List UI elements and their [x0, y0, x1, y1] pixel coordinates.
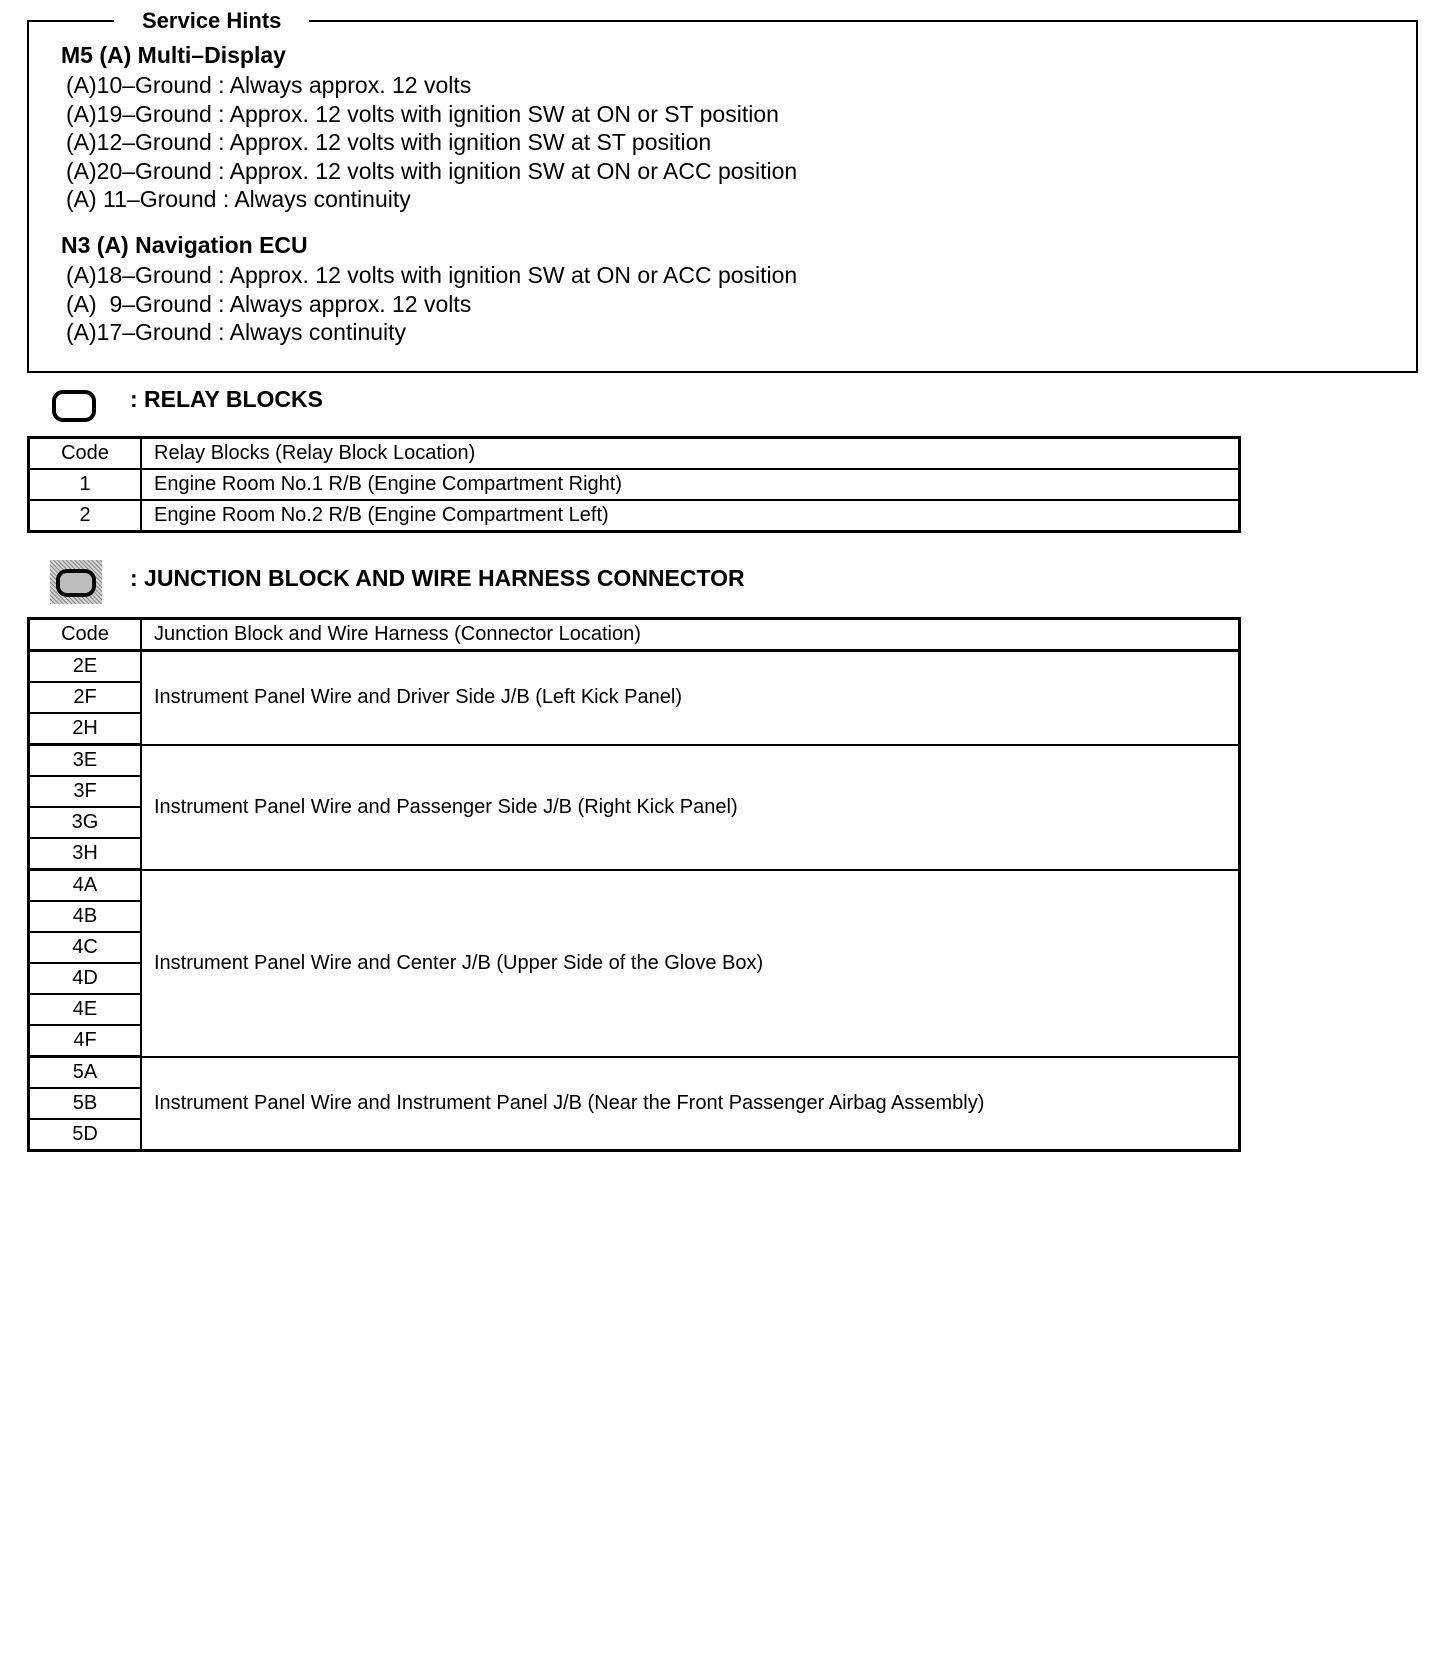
table-row — [29, 469, 1240, 500]
jb-code-cell: 4C — [29, 932, 142, 963]
junction-block-symbol-icon — [50, 560, 102, 604]
table-row — [29, 1057, 1240, 1089]
junction-block-inner-icon — [56, 569, 96, 597]
hint-group-m5 — [61, 40, 797, 214]
relay-blocks-title: : RELAY BLOCKS — [130, 386, 323, 412]
hint-group-title: M5 (A) Multi–Display — [61, 42, 286, 68]
jb-code-cell: 4D — [29, 963, 142, 994]
jb-code-cell: 4E — [29, 994, 142, 1025]
jb-code-cell: 4B — [29, 901, 142, 932]
jb-code-cell: 5D — [29, 1119, 142, 1151]
jb-code-cell: 3F — [29, 776, 142, 807]
header-desc: Junction Block and Wire Harness (Connector Location) — [141, 619, 1240, 651]
jb-desc-cell: Instrument Panel Wire and Instrument Panel J/B (Near the Front Passenger Airbag Assembly) — [141, 1057, 1240, 1151]
jb-code-cell: 2F — [29, 682, 142, 713]
jb-code-cell: 2H — [29, 713, 142, 745]
jb-desc-cell: Instrument Panel Wire and Passenger Side J/B (Right Kick Panel) — [141, 745, 1240, 870]
table-row — [29, 500, 1240, 532]
jb-code-cell: 3G — [29, 807, 142, 838]
table-header-row — [29, 438, 1240, 470]
hint-line: (A)10–Ground : Always approx. 12 volts — [66, 72, 472, 98]
service-hints-box — [27, 8, 1418, 373]
hint-line: (A)12–Ground : Approx. 12 volts with ignition SW at ST position — [66, 129, 712, 156]
jb-code-cell: 4F — [29, 1025, 142, 1057]
hint-line: (A) 11–Ground : Always continuity — [66, 186, 411, 213]
jb-code-cell: 3E — [29, 745, 142, 777]
hint-line: (A)18–Ground : Approx. 12 volts with ignition SW at ON or ACC position — [66, 262, 798, 288]
relay-desc-cell: Engine Room No.1 R/B (Engine Compartment Right) — [141, 469, 1240, 500]
header-code: Code — [29, 619, 142, 651]
service-hints-title: Service Hints — [114, 8, 309, 34]
table-header-row — [29, 619, 1240, 651]
jb-code-cell: 3H — [29, 838, 142, 870]
hint-line: (A)19–Ground : Approx. 12 volts with ignition SW at ON or ST position — [66, 100, 779, 127]
table-row — [29, 745, 1240, 777]
relay-code-cell: 1 — [29, 469, 142, 500]
jb-code-cell: 4A — [29, 870, 142, 902]
junction-blocks-title: : JUNCTION BLOCK AND WIRE HARNESS CONNECTOR — [130, 565, 745, 591]
jb-desc-cell: Instrument Panel Wire and Center J/B (Upper Side of the Glove Box) — [141, 870, 1240, 1057]
relay-block-symbol-icon — [52, 390, 96, 422]
jb-code-cell: 5A — [29, 1057, 142, 1089]
header-code: Code — [29, 438, 142, 470]
relay-desc-cell: Engine Room No.2 R/B (Engine Compartment Left) — [141, 500, 1240, 532]
relay-blocks-table — [27, 436, 1241, 533]
jb-desc-cell: Instrument Panel Wire and Driver Side J/B (Left Kick Panel) — [141, 651, 1240, 745]
hint-group-n3 — [61, 230, 797, 347]
jb-code-cell: 2E — [29, 651, 142, 683]
hint-group-title: N3 (A) Navigation ECU — [61, 232, 308, 258]
jb-code-cell: 5B — [29, 1088, 142, 1119]
relay-code-cell: 2 — [29, 500, 142, 532]
table-row — [29, 651, 1240, 683]
junction-blocks-table — [27, 617, 1241, 1152]
hint-line: (A) 9–Ground : Always approx. 12 volts — [66, 290, 472, 317]
hint-line: (A)17–Ground : Always continuity — [66, 319, 407, 346]
table-row — [29, 870, 1240, 902]
header-desc: Relay Blocks (Relay Block Location) — [141, 438, 1240, 470]
hint-line: (A)20–Ground : Approx. 12 volts with ignition SW at ON or ACC position — [66, 157, 798, 184]
